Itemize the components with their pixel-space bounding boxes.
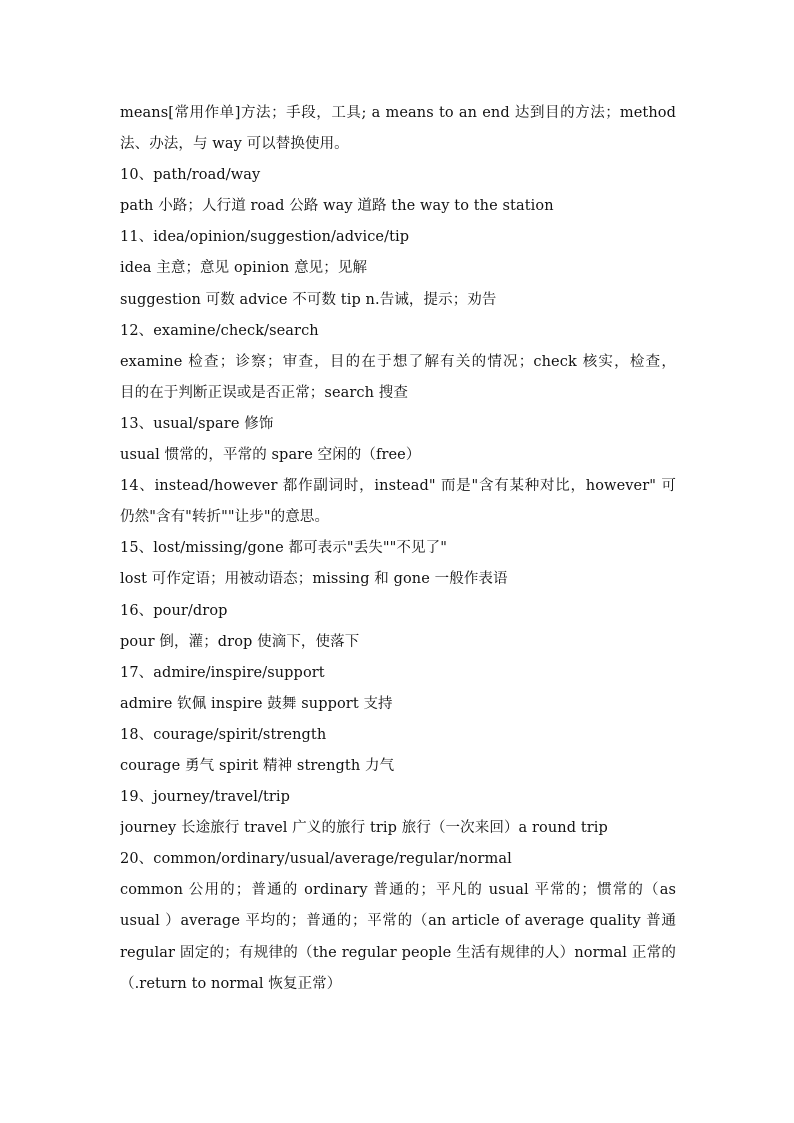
text-line: lost 可作定语；用被动语态；missing 和 gone 一般作表语 — [120, 571, 508, 588]
text-line: （.return to normal 恢复正常） — [120, 975, 342, 992]
section-heading: 14、instead/however 都作副词时，instead" 而是"含有某种对比，however" 可 — [120, 478, 676, 495]
text-line: examine 检查；诊察；审查，目的在于想了解有关的情况；check 核实，检查， — [120, 353, 676, 370]
text-line: 仍然"含有"转折""让步"的意思。 — [120, 509, 330, 526]
section-heading: 18、courage/spirit/strength — [120, 726, 327, 743]
text-line: regular 固定的；有规律的（the regular people 生活有规律的人）normal 正常的 — [120, 944, 676, 961]
section-heading: 15、lost/missing/gone 都可表示"丢失""不见了" — [120, 540, 448, 557]
text-line: 法、办法，与 way 可以替换使用。 — [120, 136, 349, 153]
section-heading: 17、admire/inspire/support — [120, 664, 325, 681]
section-heading: 11、idea/opinion/suggestion/advice/tip — [120, 229, 410, 246]
section-heading: 19、journey/travel/trip — [120, 789, 291, 806]
section-heading: 12、examine/check/search — [120, 322, 319, 339]
document-body — [120, 98, 676, 1000]
section-heading: 13、usual/spare 修饰 — [120, 415, 274, 432]
text-line: admire 钦佩 inspire 鼓舞 support 支持 — [120, 695, 393, 712]
text-line: path 小路；人行道 road 公路 way 道路 the way to the station — [120, 198, 554, 215]
text-line: common 公用的；普通的 ordinary 普通的；平凡的 usual 平常的；惯常的（as — [120, 882, 676, 899]
text-line: 目的在于判断正误或是否正常；search 搜查 — [120, 384, 408, 401]
section-heading: 10、path/road/way — [120, 167, 261, 184]
text-line: suggestion 可数 advice 不可数 tip n.告诫，提示；劝告 — [120, 291, 497, 308]
text-line: means[常用作单]方法；手段，工具; a means to an end 达到目的方法；method — [120, 105, 676, 121]
text-line: idea 主意；意见 opinion 意见；见解 — [120, 260, 368, 277]
text-line: pour 倒，灌；drop 使滴下，使落下 — [120, 633, 360, 650]
text-line: courage 勇气 spirit 精神 strength 力气 — [120, 757, 395, 774]
text-line: journey 长途旅行 travel 广义的旅行 trip 旅行（一次来回）a round trip — [120, 820, 608, 837]
text-line: usual ）average 平均的；普通的；平常的（an article of average quality 普通 — [120, 913, 676, 930]
section-heading: 16、pour/drop — [120, 602, 228, 619]
text-line: usual 惯常的，平常的 spare 空闲的（free） — [120, 447, 421, 464]
section-heading: 20、common/ordinary/usual/average/regular/normal — [120, 851, 512, 868]
